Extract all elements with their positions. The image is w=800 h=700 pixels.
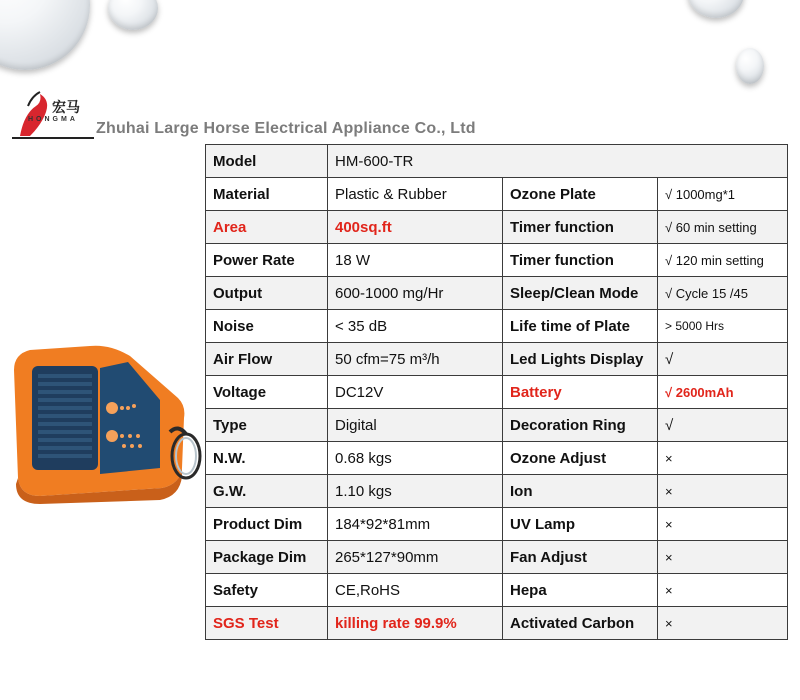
spec-value: 184*92*81mm: [328, 508, 503, 541]
spec-value-highlight: √ 2600mAh: [658, 376, 788, 409]
table-row: [206, 211, 788, 244]
spec-label: Voltage: [206, 376, 328, 409]
company-logo: [6, 84, 96, 144]
spec-label: Noise: [206, 310, 328, 343]
ozone-generator-device-image: [10, 336, 202, 506]
table-row: [206, 178, 788, 211]
spec-value: CE,RoHS: [328, 574, 503, 607]
spec-label: Sleep/Clean Mode: [503, 277, 658, 310]
spec-label: Ion: [503, 475, 658, 508]
spec-label: Led Lights Display: [503, 343, 658, 376]
spec-value: 600-1000 mg/Hr: [328, 277, 503, 310]
table-row: [206, 376, 788, 409]
spec-value: 1.10 kgs: [328, 475, 503, 508]
spec-label: Activated Carbon: [503, 607, 658, 640]
spec-label: Package Dim: [206, 541, 328, 574]
table-row: [206, 508, 788, 541]
spec-value: ×: [658, 574, 788, 607]
company-name: Zhuhai Large Horse Electrical Appliance Co., Ltd: [96, 120, 476, 137]
spec-label: Timer function: [503, 211, 658, 244]
spec-value: √ 120 min setting: [658, 244, 788, 277]
spec-label: Material: [206, 178, 328, 211]
table-row: [206, 310, 788, 343]
spec-label: Decoration Ring: [503, 409, 658, 442]
spec-value: √: [658, 343, 788, 376]
spec-value: < 35 dB: [328, 310, 503, 343]
spec-value: Plastic & Rubber: [328, 178, 503, 211]
spec-value: ×: [658, 607, 788, 640]
spec-value: Digital: [328, 409, 503, 442]
spec-label: Air Flow: [206, 343, 328, 376]
logo-english-text: HONGMA: [28, 116, 78, 123]
spec-label: Type: [206, 409, 328, 442]
spec-value: DC12V: [328, 376, 503, 409]
table-row: [206, 607, 788, 640]
spec-label: Power Rate: [206, 244, 328, 277]
spec-value: √ 60 min setting: [658, 211, 788, 244]
spec-value-highlight: 400sq.ft: [328, 211, 503, 244]
spec-label: Ozone Adjust: [503, 442, 658, 475]
spec-value: 18 W: [328, 244, 503, 277]
spec-value: ×: [658, 541, 788, 574]
spec-value: HM-600-TR: [328, 145, 788, 178]
spec-value: ×: [658, 475, 788, 508]
spec-value: ×: [658, 442, 788, 475]
spec-label: G.W.: [206, 475, 328, 508]
spec-label: Model: [206, 145, 328, 178]
table-row: [206, 475, 788, 508]
table-row: [206, 145, 788, 178]
table-row: [206, 574, 788, 607]
water-droplet-decoration: [688, 0, 744, 18]
spec-value: √ Cycle 15 /45: [658, 277, 788, 310]
spec-value: √ 1000mg*1: [658, 178, 788, 211]
spec-label: Life time of Plate: [503, 310, 658, 343]
spec-label: Safety: [206, 574, 328, 607]
spec-label-highlight: Area: [206, 211, 328, 244]
spec-label: Ozone Plate: [503, 178, 658, 211]
spec-value: > 5000 Hrs: [658, 310, 788, 343]
logo-chinese-text: 宏马: [52, 100, 80, 116]
spec-value: √: [658, 409, 788, 442]
spec-label-highlight: SGS Test: [206, 607, 328, 640]
table-row: [206, 343, 788, 376]
water-droplet-decoration: [0, 0, 90, 70]
water-droplet-decoration: [108, 0, 158, 30]
horse-logo-icon: [6, 84, 96, 144]
spec-value: 0.68 kgs: [328, 442, 503, 475]
table-row: [206, 442, 788, 475]
spec-value: 265*127*90mm: [328, 541, 503, 574]
spec-label: N.W.: [206, 442, 328, 475]
spec-label: Output: [206, 277, 328, 310]
spec-label: Product Dim: [206, 508, 328, 541]
spec-label: Timer function: [503, 244, 658, 277]
table-row: [206, 409, 788, 442]
spec-value: 50 cfm=75 m³/h: [328, 343, 503, 376]
table-row: [206, 244, 788, 277]
spec-value-highlight: killing rate 99.9%: [328, 607, 503, 640]
spec-table: [205, 144, 788, 640]
water-droplet-decoration: [736, 48, 764, 84]
spec-value: ×: [658, 508, 788, 541]
spec-label: Fan Adjust: [503, 541, 658, 574]
spec-label-highlight: Battery: [503, 376, 658, 409]
spec-label: UV Lamp: [503, 508, 658, 541]
table-row: [206, 541, 788, 574]
spec-label: Hepa: [503, 574, 658, 607]
table-row: [206, 277, 788, 310]
